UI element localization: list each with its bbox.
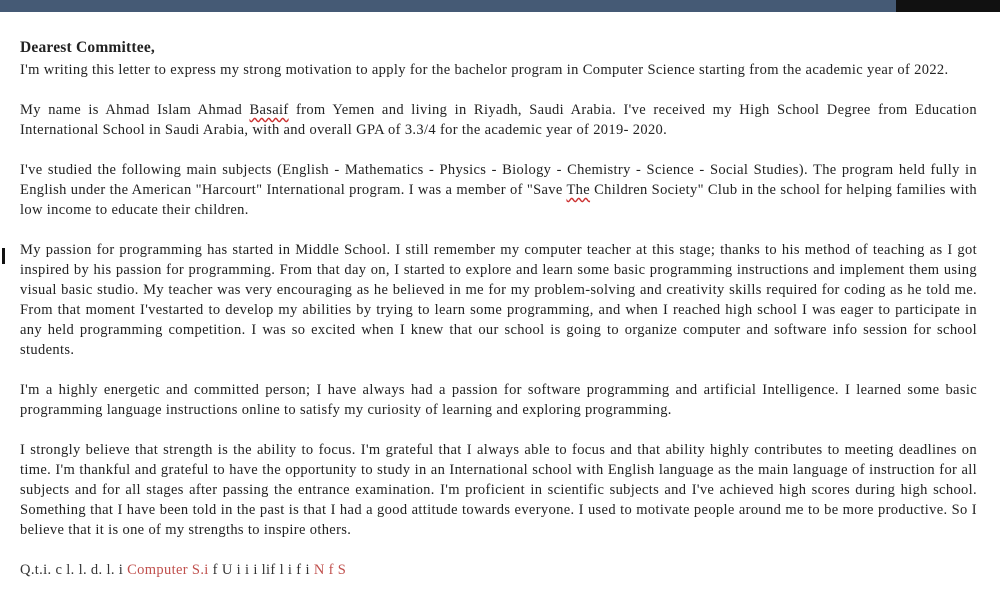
cut-text-red-2: N f S: [313, 562, 347, 578]
window-top-bar: [0, 0, 1000, 12]
paragraph-intro: I'm writing this letter to express my strong motivation to apply for the bachelor program in Computer Science starting from the academic year of 2022.: [20, 62, 949, 78]
paragraph-background: [20, 100, 977, 140]
document-page[interactable]: [20, 38, 977, 600]
window-top-bar-corner: [896, 0, 1000, 12]
paragraph-background-text-b: from Yemen and living in Riyadh, Saudi Arabia. I've received my High School Degree from Education International School in Saudi Arabia, with and overall GPA of 3.3/4 for the academic year of 2019- 2020.: [20, 102, 977, 138]
cut-text-a: Q.t.i. c l. l. d. l. i: [20, 562, 128, 578]
paragraph-passion: My passion for programming has started in Middle School. I still remember my computer teacher at this stage; thanks to his method of teaching as I got inspired by his passion for programming. From that day on, I started to explore and learn some basic programming instructions and implement them using visual basic studio. My teacher was very encouraging as he believed in me for my problem-solving and creativity skills required for coding as he told me. From that moment I'vestarted to develop my abilities by trying to learn some programming, and when I reached high school I was eager to participate in any held programming competition. I was so excited when I knew that our school is going to organize computer and software info session for school students.: [20, 242, 977, 358]
letter-salutation: Dearest Committee,: [20, 39, 156, 56]
paragraph-background-text-a: My name is Ahmad Islam Ahmad: [20, 102, 250, 118]
paragraph-subjects: [20, 160, 977, 220]
paragraph-personality: I'm a highly energetic and committed person; I have always had a passion for software programming and artificial Intelligence. I learned some basic programming language instructions online to satisfy my curiosity of learning and exploring programming.: [20, 382, 977, 418]
paragraph-strengths: I strongly believe that strength is the ability to focus. I'm grateful that I always able to focus and that ability highly contributes to meeting deadlines on time. I'm thankful and grateful to have the opportunity to study in an International school with English language as the main language of instruction for all subjects and for all stages after passing the entrance examination. I'm proficient in scientific subjects and I've achieved high scores during high school. Something that I have been told in the past is that I had a good attitude towards everyone. I used to motivate people around me to be more productive. So I believe that it is one of my strengths to inspire others.: [20, 442, 977, 538]
cut-text-red: Computer S.i: [127, 562, 209, 578]
paragraph-subjects-text-a: I've studied the following main subjects (English - Mathematics - Physics - Biology - Chemistry - Science - Social Studies). The program held fully in English under the American "Harcourt" International program. I was a member of "Save: [20, 162, 977, 198]
cut-text-b: f U i i i lif l i f i: [208, 562, 314, 578]
text-cursor-marker: [2, 248, 5, 264]
paragraph-subjects-text-b: Children Society" Club in the school for helping families with low income to educate their children.: [20, 182, 978, 218]
grammar-flagged-word[interactable]: The: [566, 182, 591, 198]
paragraph-cut-off: [20, 560, 977, 580]
spellcheck-flagged-word[interactable]: Basaif: [249, 102, 289, 118]
